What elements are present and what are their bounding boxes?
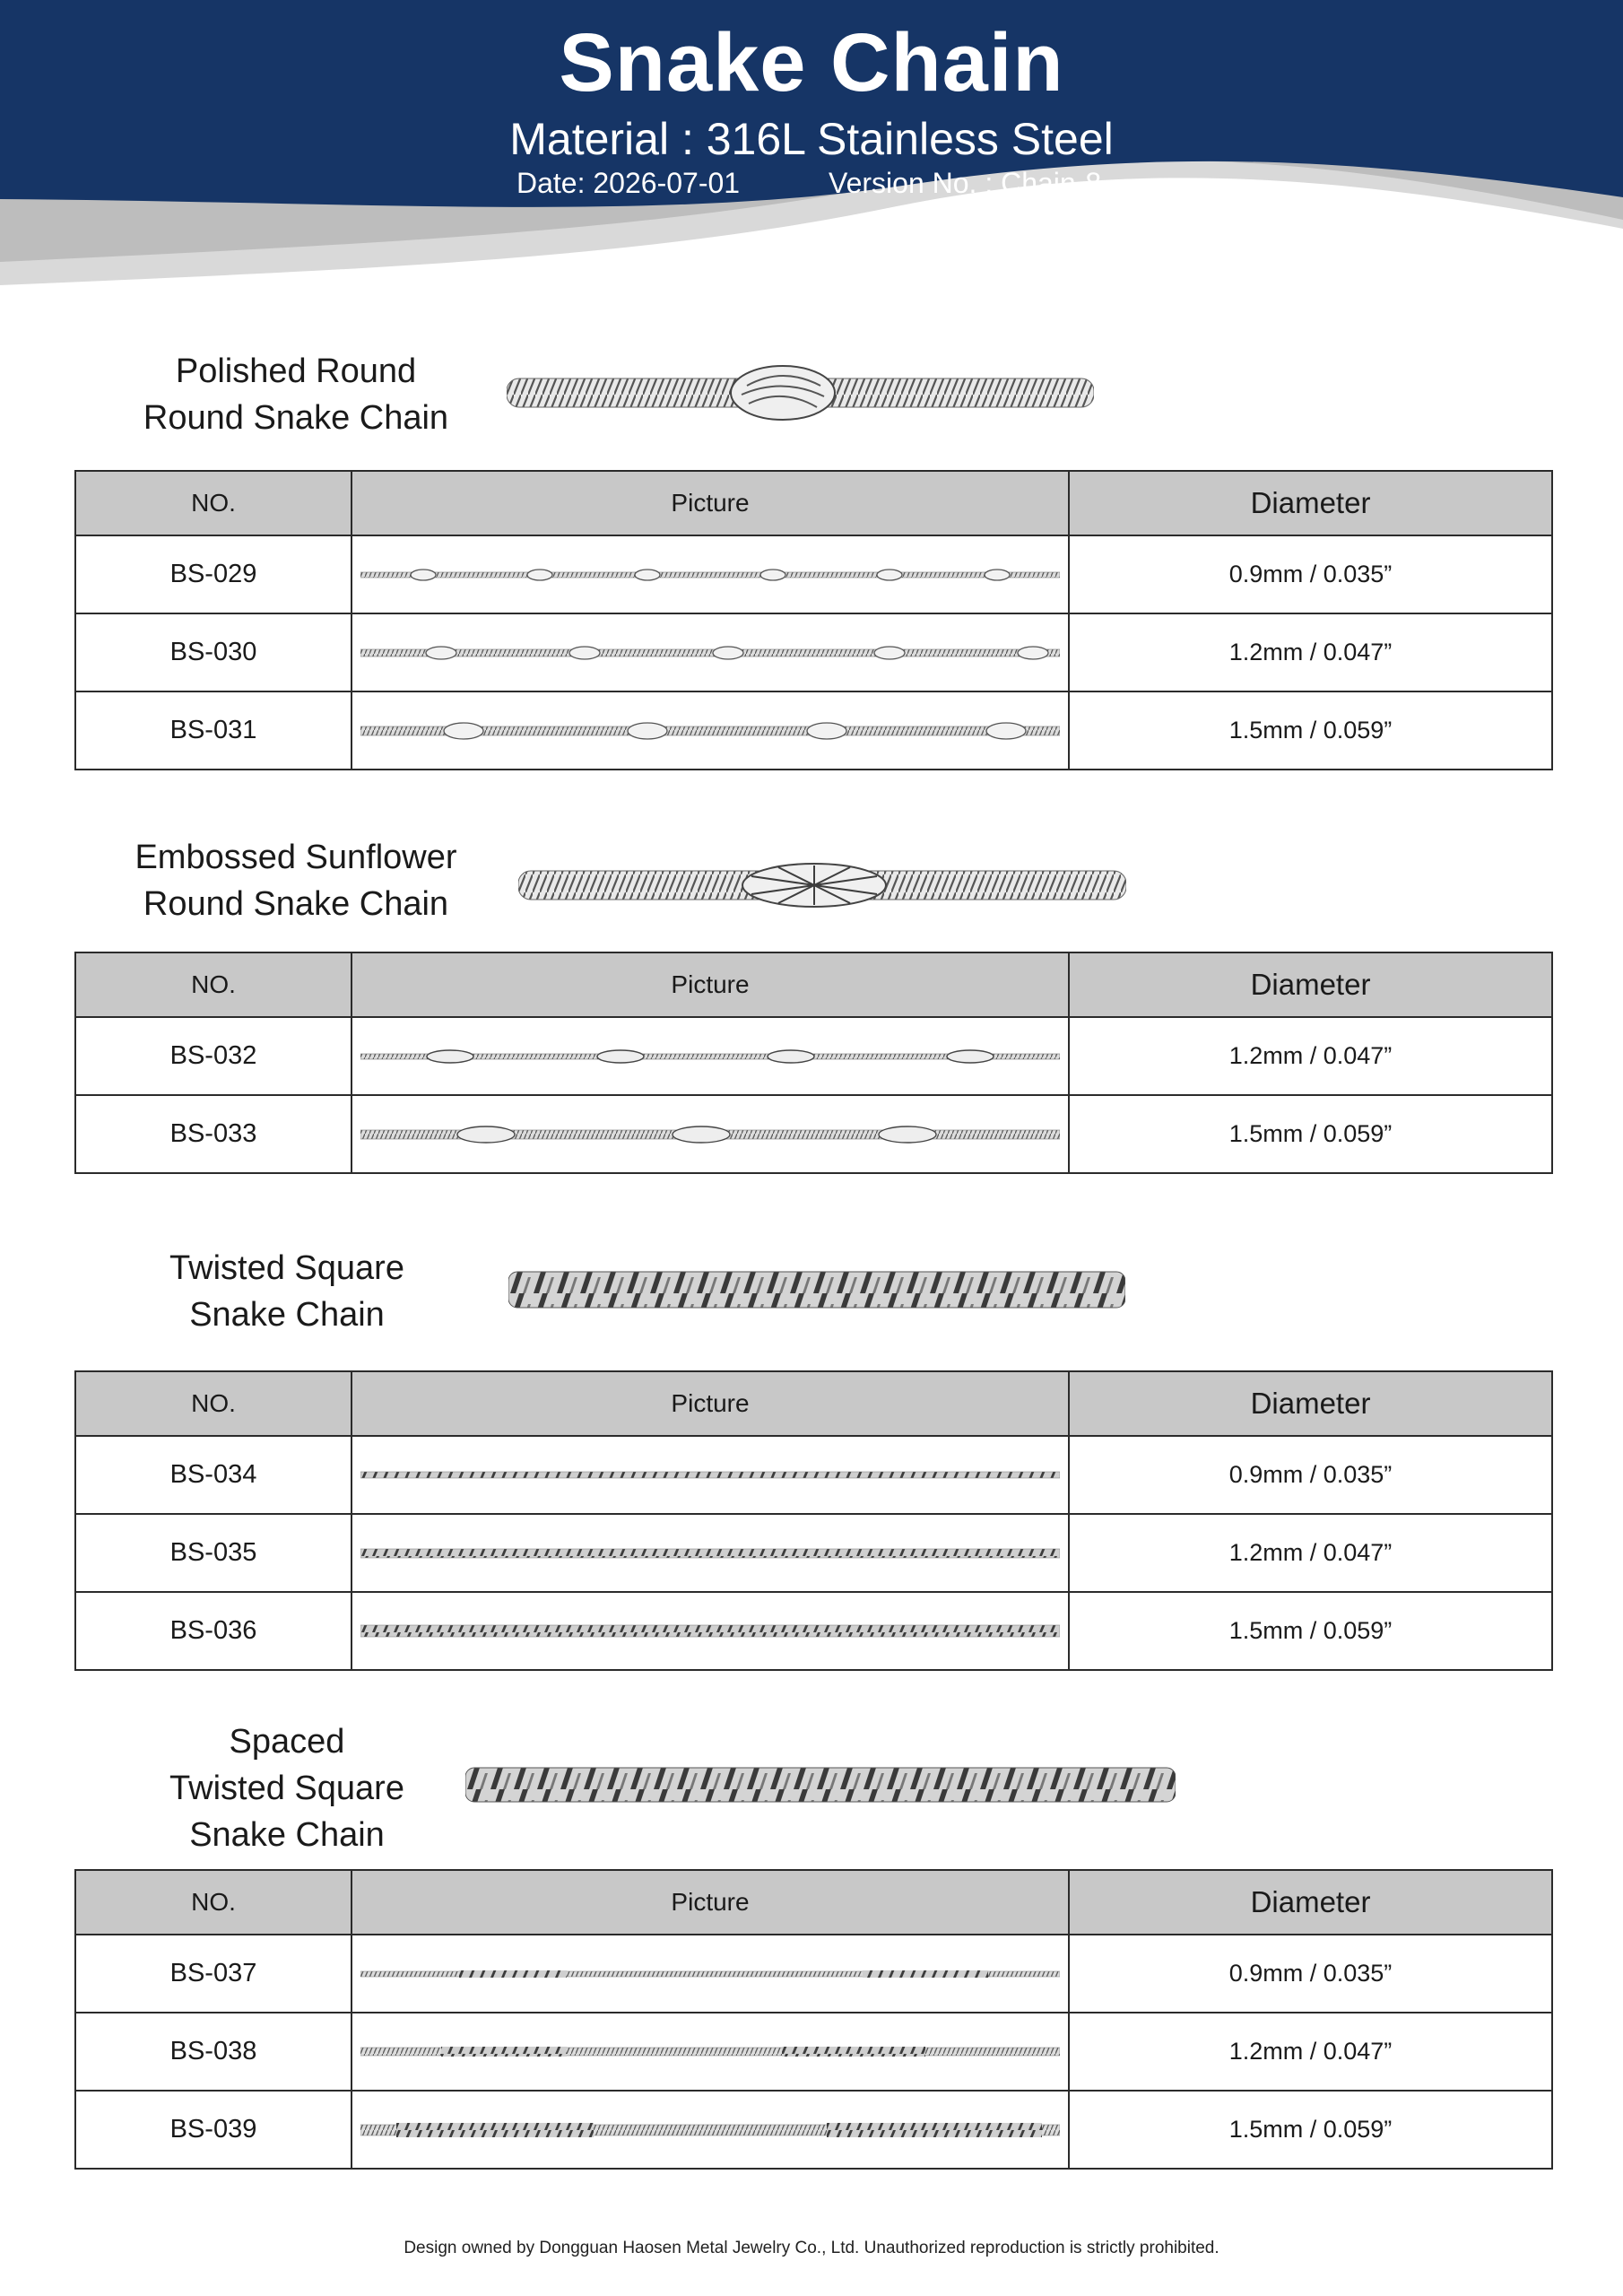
table-row: [75, 2091, 1552, 2169]
item-number: BS-037: [75, 1935, 352, 2013]
table-row: [75, 613, 1552, 691]
spec-table: [74, 952, 1553, 1174]
item-number: BS-029: [75, 535, 352, 613]
item-number: BS-030: [75, 613, 352, 691]
diameter-value: 0.9mm / 0.035”: [1069, 535, 1552, 613]
diameter-value: 0.9mm / 0.035”: [1069, 1935, 1552, 2013]
item-number: BS-039: [75, 2091, 352, 2169]
chain-banner-image: [508, 1266, 1125, 1313]
diameter-value: 1.5mm / 0.059”: [1069, 2091, 1552, 2169]
diameter-value: 1.5mm / 0.059”: [1069, 691, 1552, 770]
item-number: BS-033: [75, 1095, 352, 1173]
section-title-spaced-twisted-square: Spaced Twisted Square Snake Chain: [169, 1723, 404, 1854]
version-label: Version No. : Chain-8: [829, 167, 1102, 199]
column-header-picture: Picture: [352, 1870, 1069, 1935]
column-header-diameter: Diameter: [1069, 471, 1552, 535]
chain-picture: [352, 613, 1069, 691]
section-title-polished-round: Polished Round Round Snake Chain: [143, 352, 449, 437]
table-row: [75, 2013, 1552, 2091]
column-header-no: NO.: [75, 471, 352, 535]
item-number: BS-034: [75, 1436, 352, 1514]
chain-picture: [352, 1017, 1069, 1095]
table-header-row: [75, 471, 1552, 535]
chain-picture: [352, 1935, 1069, 2013]
chain-picture: [352, 535, 1069, 613]
column-header-no: NO.: [75, 1371, 352, 1436]
column-header-picture: Picture: [352, 952, 1069, 1017]
diameter-value: 1.2mm / 0.047”: [1069, 1017, 1552, 1095]
table-row: [75, 1592, 1552, 1670]
spec-table: [74, 470, 1553, 770]
chain-picture: [352, 1436, 1069, 1514]
chain-picture: [352, 691, 1069, 770]
table-header-row: [75, 952, 1552, 1017]
item-number: BS-038: [75, 2013, 352, 2091]
material-subtitle: Material : 316L Stainless Steel: [509, 114, 1114, 164]
column-header-diameter: Diameter: [1069, 952, 1552, 1017]
table-header-row: [75, 1371, 1552, 1436]
table-row: [75, 1436, 1552, 1514]
diameter-value: 1.5mm / 0.059”: [1069, 1592, 1552, 1670]
section-title-twisted-square: Twisted Square Snake Chain: [169, 1249, 404, 1334]
table-row: [75, 1095, 1552, 1173]
table-row: [75, 535, 1552, 613]
chain-banner-image: [518, 857, 1126, 914]
page-title: Snake Chain: [559, 17, 1064, 109]
spec-table: [74, 1370, 1553, 1671]
table-row: [75, 1514, 1552, 1592]
item-number: BS-035: [75, 1514, 352, 1592]
item-number: BS-032: [75, 1017, 352, 1095]
diameter-value: 1.2mm / 0.047”: [1069, 2013, 1552, 2091]
table-header-row: [75, 1870, 1552, 1935]
copyright-footer: Design owned by Dongguan Haosen Metal Jewelry Co., Ltd. Unauthorized reproduction is strictly prohibited.: [404, 2239, 1219, 2257]
table-row: [75, 1935, 1552, 2013]
diameter-value: 0.9mm / 0.035”: [1069, 1436, 1552, 1514]
column-header-no: NO.: [75, 1870, 352, 1935]
item-number: BS-036: [75, 1592, 352, 1670]
spec-table: [74, 1869, 1553, 2170]
chain-banner-image: [507, 359, 1094, 422]
chain-picture: [352, 1592, 1069, 1670]
column-header-diameter: Diameter: [1069, 1870, 1552, 1935]
chain-banner-image: [465, 1762, 1176, 1809]
date-label: Date: 2026-07-01: [516, 167, 741, 199]
section-title-embossed-sunflower: Embossed Sunflower Round Snake Chain: [135, 839, 457, 923]
chain-picture: [352, 2013, 1069, 2091]
chain-picture: [352, 2091, 1069, 2169]
table-row: [75, 1017, 1552, 1095]
item-number: BS-031: [75, 691, 352, 770]
chain-picture: [352, 1095, 1069, 1173]
column-header-no: NO.: [75, 952, 352, 1017]
diameter-value: 1.2mm / 0.047”: [1069, 1514, 1552, 1592]
column-header-picture: Picture: [352, 1371, 1069, 1436]
diameter-value: 1.5mm / 0.059”: [1069, 1095, 1552, 1173]
column-header-diameter: Diameter: [1069, 1371, 1552, 1436]
header: [0, 0, 1623, 296]
chain-picture: [352, 1514, 1069, 1592]
column-header-picture: Picture: [352, 471, 1069, 535]
table-row: [75, 691, 1552, 770]
diameter-value: 1.2mm / 0.047”: [1069, 613, 1552, 691]
